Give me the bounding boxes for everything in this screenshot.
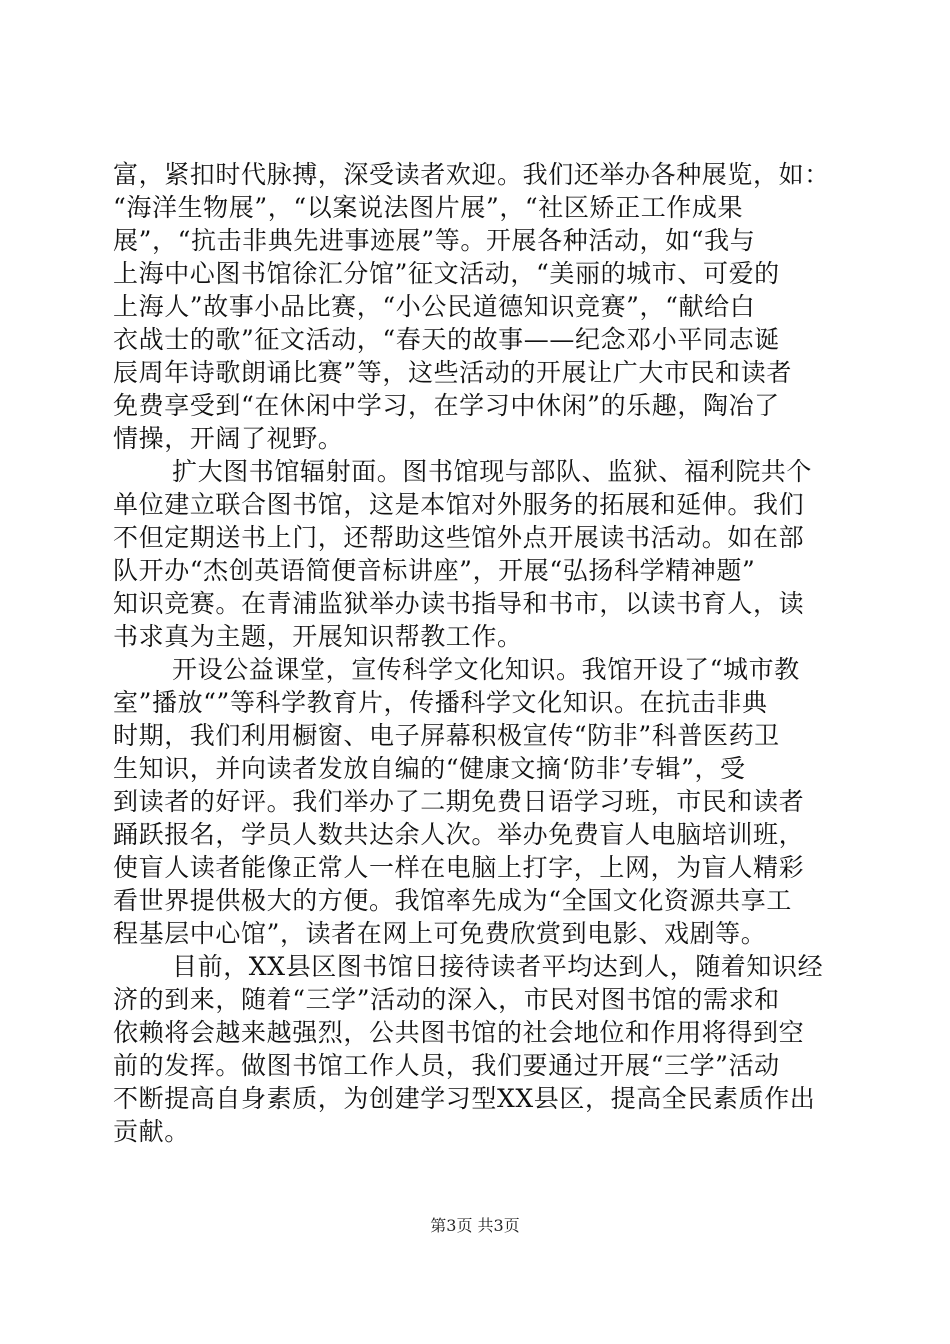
page-number-footer: 第3页 共3页	[430, 1216, 520, 1235]
text-line: 看世界提供极大的方便。我馆率先成为“全国文化资源共享工	[113, 886, 792, 915]
text-line: 免费享受到“在休闲中学习，在学习中休闲”的乐趣，陶冶了	[113, 391, 780, 420]
text-line: 上海人”故事小品比赛，“小公民道德知识竞赛”，“献给白	[113, 292, 756, 321]
text-line: 富，紧扣时代脉搏，深受读者欢迎。我们还举办各种展览，如：	[113, 160, 830, 189]
text-line: 前的发挥。做图书馆工作人员，我们要通过开展“三学”活动	[113, 1051, 780, 1080]
document-body	[113, 158, 841, 1148]
text-line: 上海中心图书馆徐汇分馆”征文活动，“美丽的城市、可爱的	[113, 259, 780, 288]
text-line: 队开办“杰创英语简便音标讲座”，开展“弘扬科学精神题”	[113, 556, 756, 585]
text-line: 目前，XX县区图书馆日接待读者平均达到人，随着知识经	[172, 952, 824, 981]
paragraph	[113, 653, 841, 950]
paragraph	[113, 158, 841, 455]
text-line: 依赖将会越来越强烈，公共图书馆的社会地位和作用将得到空	[113, 1018, 805, 1047]
text-line: 踊跃报名，学员人数共达余人次。举办免费盲人电脑培训班，	[113, 820, 805, 849]
text-line: 使盲人读者能像正常人一样在电脑上打字，上网，为盲人精彩	[113, 853, 805, 882]
text-line: 情操，开阔了视野。	[113, 424, 344, 453]
text-line: 单位建立联合图书馆，这是本馆对外服务的拓展和延伸。我们	[113, 490, 805, 519]
text-line: 济的到来，随着“三学”活动的深入，市民对图书馆的需求和	[113, 985, 780, 1014]
text-line: 衣战士的歌”征文活动，“春天的故事——纪念邓小平同志诞	[113, 325, 780, 354]
text-line: 到读者的好评。我们举办了二期免费日语学习班，市民和读者	[113, 787, 805, 816]
text-line: 知识竞赛。在青浦监狱举办读书指导和书市，以读书育人，读	[113, 589, 805, 618]
text-line: “海洋生物展”，“以案说法图片展”，“社区矫正工作成果	[113, 193, 744, 222]
text-line: 书求真为主题，开展知识帮教工作。	[113, 622, 523, 651]
text-line: 展”，“抗击非典先进事迹展”等。开展各种活动，如“我与	[113, 226, 756, 255]
text-line: 不但定期送书上门，还帮助这些馆外点开展读书活动。如在部	[113, 523, 805, 552]
paragraph	[113, 455, 841, 653]
text-line: 程基层中心馆”，读者在网上可免费欣赏到电影、戏剧等。	[113, 919, 767, 948]
text-line: 不断提高自身素质，为创建学习型XX县区，提高全民素质作出	[113, 1084, 816, 1113]
text-line: 室”播放“”等科学教育片，传播科学文化知识。在抗击非典	[113, 688, 768, 717]
text-line: 开设公益课堂，宣传科学文化知识。我馆开设了“城市教	[172, 655, 800, 684]
text-line: 扩大图书馆辐射面。图书馆现与部队、监狱、福利院共个	[172, 457, 813, 486]
paragraph	[113, 950, 841, 1148]
text-line: 时期，我们利用橱窗、电子屏幕积极宣传“防非”科普医药卫	[113, 721, 780, 750]
text-line: 生知识，并向读者发放自编的“健康文摘‘防非’专辑”，受	[113, 754, 746, 783]
text-line: 贡献。	[113, 1117, 190, 1146]
text-line: 辰周年诗歌朗诵比赛”等，这些活动的开展让广大市民和读者	[113, 358, 792, 387]
